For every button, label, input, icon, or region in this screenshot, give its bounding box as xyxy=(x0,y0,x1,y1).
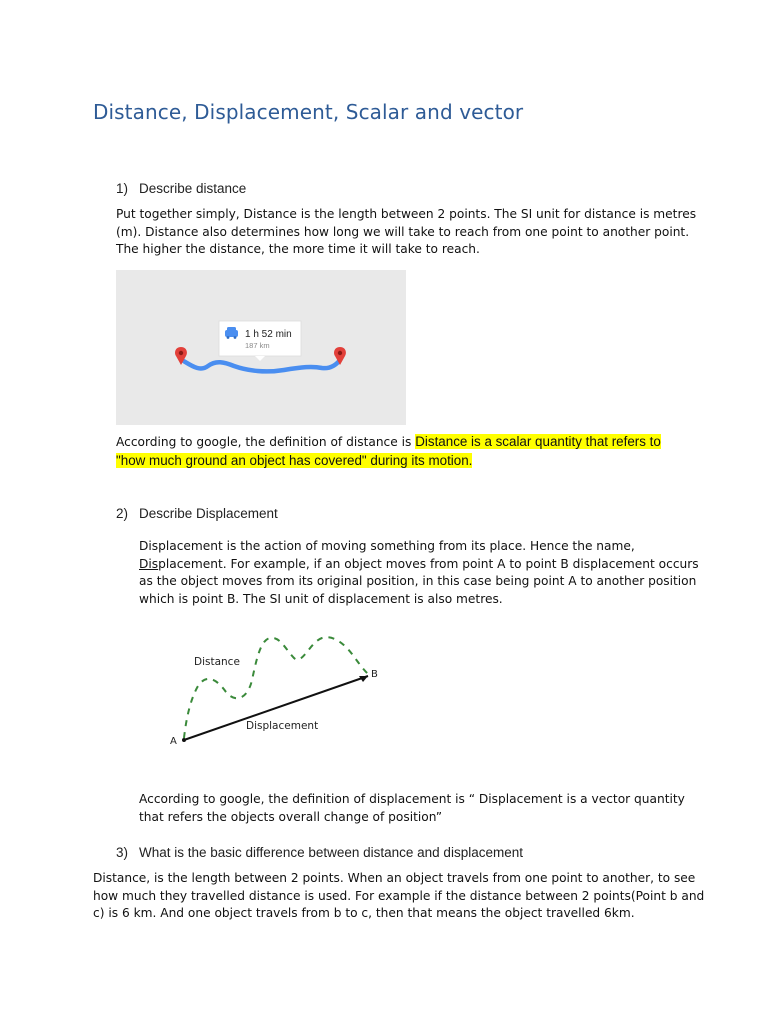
section-1-number: 1) xyxy=(116,181,129,196)
section-2-heading xyxy=(116,506,278,521)
section-3-heading xyxy=(116,845,523,860)
section-2-line: placement. For example, if an object moves from point A to point B displacement occurs xyxy=(158,556,699,571)
google-prefix: According to google, the definition of distance is xyxy=(116,435,416,449)
section-1-google-definition xyxy=(116,433,661,470)
highlighted-definition-line-1: Distance is a scalar quantity that refers to xyxy=(415,434,661,449)
displacement-label: Displacement xyxy=(246,720,319,732)
section-2-line: Displacement is the action of moving something from its place. Hence the name, xyxy=(139,539,635,553)
section-3-line: Distance, is the length between 2 points. When an object travels from one point to another, to see xyxy=(93,871,696,885)
section-2-paragraph xyxy=(139,538,699,609)
section-2-google-line: that refers the objects overall change of position” xyxy=(139,809,443,824)
section-1-line: The higher the distance, the more time it will take to reach. xyxy=(116,242,480,257)
underlined-prefix: Dis xyxy=(139,556,159,571)
section-1-paragraph xyxy=(116,206,696,259)
distance-displacement-diagram xyxy=(160,630,400,759)
section-2-heading-text: Describe Displacement xyxy=(139,506,278,521)
section-2-google-line: According to google, the definition of displacement is “ Displacement is a vector quantity xyxy=(139,792,685,806)
section-3-number: 3) xyxy=(116,845,129,860)
route-line xyxy=(182,360,340,371)
section-3-heading-text: What is the basic difference between distance and displacement xyxy=(139,845,523,860)
route-distance: 187 km xyxy=(245,341,270,350)
route-duration: 1 h 52 min xyxy=(245,329,292,340)
section-1-line: (m). Distance also determines how long we will take to reach from one point to another point. xyxy=(116,224,690,239)
section-2-number: 2) xyxy=(116,506,129,521)
section-3-paragraph xyxy=(93,870,704,923)
highlighted-definition-line-2: "how much ground an object has covered" during its motion. xyxy=(116,452,473,468)
section-1-heading xyxy=(116,181,246,196)
route-map-image xyxy=(116,270,406,425)
document-title: Distance, Displacement, Scalar and vector xyxy=(93,100,524,124)
section-2-line: which is point B. The SI unit of displacement is also metres. xyxy=(139,592,503,607)
point-a-label: A xyxy=(170,736,177,747)
point-a-dot xyxy=(182,738,186,742)
section-1-line: Put together simply, Distance is the length between 2 points. The SI unit for distance is metres xyxy=(116,207,697,221)
point-b-label: B xyxy=(371,669,378,680)
section-1-heading-text: Describe distance xyxy=(139,181,247,196)
route-info-bubble xyxy=(219,321,301,361)
section-3-line: c) is 6 km. And one object travels from b to c, then that means the object travelled 6km. xyxy=(93,906,635,921)
section-2-google-definition xyxy=(139,791,685,826)
distance-label: Distance xyxy=(194,656,240,668)
section-3-line: how much they travelled distance is used. For example if the distance between 2 points(Point b and xyxy=(93,888,705,903)
section-2-line: as the object moves from its original position, in this case being point A to another position xyxy=(139,574,697,589)
